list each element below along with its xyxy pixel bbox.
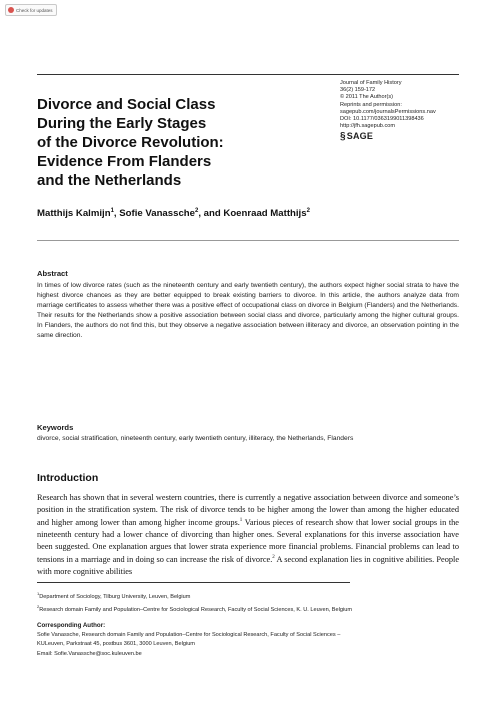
author-affiliation-mark: 1: [110, 208, 114, 214]
journal-name: Journal of Family History: [340, 80, 402, 86]
footnote-rule: [37, 582, 350, 583]
title-line: Evidence From Flanders: [37, 153, 212, 170]
check-for-updates-badge[interactable]: [5, 4, 57, 16]
check-for-updates-label: Check for updates: [16, 7, 53, 13]
title-line: and the Netherlands: [37, 172, 182, 189]
section-rule: [37, 240, 459, 241]
footnote-item: [37, 589, 459, 602]
title-line: of the Divorce Revolution:: [37, 134, 224, 151]
copyright: © 2011 The Author(s): [340, 94, 394, 101]
author-name: Matthijs Kalmijn: [37, 208, 111, 220]
footnote-ref[interactable]: 1: [239, 518, 243, 524]
author-name: Sofie Vanassche: [119, 208, 195, 220]
corresponding-line: Sofie Vanassche, Research domain Family and Population–Centre for Sociological Research, Faculty of Social Sciences –: [37, 631, 341, 638]
keywords-heading: Keywords: [37, 423, 74, 432]
article-title: [37, 95, 322, 190]
journal-issue: 36(2) 159-172: [340, 87, 376, 94]
abstract-heading: Abstract: [37, 269, 68, 278]
corresponding-heading: Corresponding Author:: [37, 622, 106, 629]
author-affiliation-mark: 2: [306, 208, 310, 214]
update-check-icon: [8, 7, 14, 13]
footnote-number: 1: [37, 591, 40, 596]
introduction-heading: Introduction: [37, 472, 99, 484]
author-separator: , and: [198, 208, 224, 220]
header-rule: [37, 74, 459, 75]
corresponding-email[interactable]: Email: Sofie.Vanassche@soc.kuleuven.be: [37, 650, 142, 657]
journal-meta: [340, 80, 490, 141]
title-line: Divorce and Social Class: [37, 96, 216, 113]
intro-text: A second explanation lies in cognitive abilities. People with more cognitive abilities: [37, 555, 460, 576]
author-name: Koenraad Matthijs: [223, 208, 307, 220]
footnote-item: [37, 602, 459, 615]
publisher-name: SAGE: [346, 131, 374, 142]
footnote-number: 2: [37, 603, 40, 609]
intro-text: Research has shown that in several western countries, there is currently a negative association between divorce and someone’s position in the stratification system. The risk of divorce tends to be higher among the lower than among the higher educated and higher among lower than among higher income groups.: [37, 493, 459, 528]
permissions-link[interactable]: sagepub.com/journalsPermissions.nav: [340, 108, 436, 115]
abstract-text: In times of low divorce rates (such as the nineteenth century and early twentieth century), the authors expect higher social strata to have the highest divorce chances as they are better equipped to break existing barriers to divorce. In this article, the authors analyze data from marriage certificates to assess whether there was a positive effect of occupational class on divorce in Belgium (Flanders) and the Netherlands. Their results for the Netherlands show a positive association between social class and divorce, particularly among the higher cultural groups. In Flanders, the authors do not find this, but they observe a negative association between illiteracy and divorce, an observation pointing in the same direction.: [37, 282, 459, 339]
affiliation-footnotes: [37, 589, 459, 615]
publisher-logo: [340, 131, 490, 143]
reprints-label: Reprints and permission:: [340, 101, 402, 108]
introduction-body: [37, 492, 459, 577]
doi[interactable]: DOI: 10.1177/0363199011398436: [340, 116, 424, 123]
title-line: During the Early Stages: [37, 115, 207, 132]
footnote-ref[interactable]: 2: [272, 555, 275, 561]
footnote-text: Department of Sociology, Tilburg University, Leuven, Belgium: [39, 593, 191, 600]
corresponding-address: KULeuven, Parkstraat 45, postbus 3601, 3000 Leuven, Belgium: [37, 641, 195, 647]
footnote-text: Research domain Family and Population–Centre for Sociological Research, Faculty of Social Sciences, K. U. Leuven, Belgium: [39, 606, 353, 613]
corresponding-author: [37, 621, 459, 659]
journal-url[interactable]: http://jfh.sagepub.com: [340, 123, 396, 130]
intro-text: Various pieces of research show that lower social groups in the nineteenth century had a lower chance of divorcing than higher ones. Several explanations for this inverse association have been suggested. One explanation argues that lower strata experience more financial problems. Financial problems can lead to tensions in a marriage and in doing so can increase the risk of divorce.: [37, 518, 459, 565]
author-separator: ,: [113, 208, 120, 220]
author-affiliation-mark: 2: [194, 208, 199, 214]
author-list: [37, 208, 477, 219]
sage-logo-icon: §: [340, 131, 346, 143]
keywords-text: divorce, social stratification, nineteenth century, early twentieth century, illiteracy, the Netherlands, Flanders: [37, 435, 354, 442]
